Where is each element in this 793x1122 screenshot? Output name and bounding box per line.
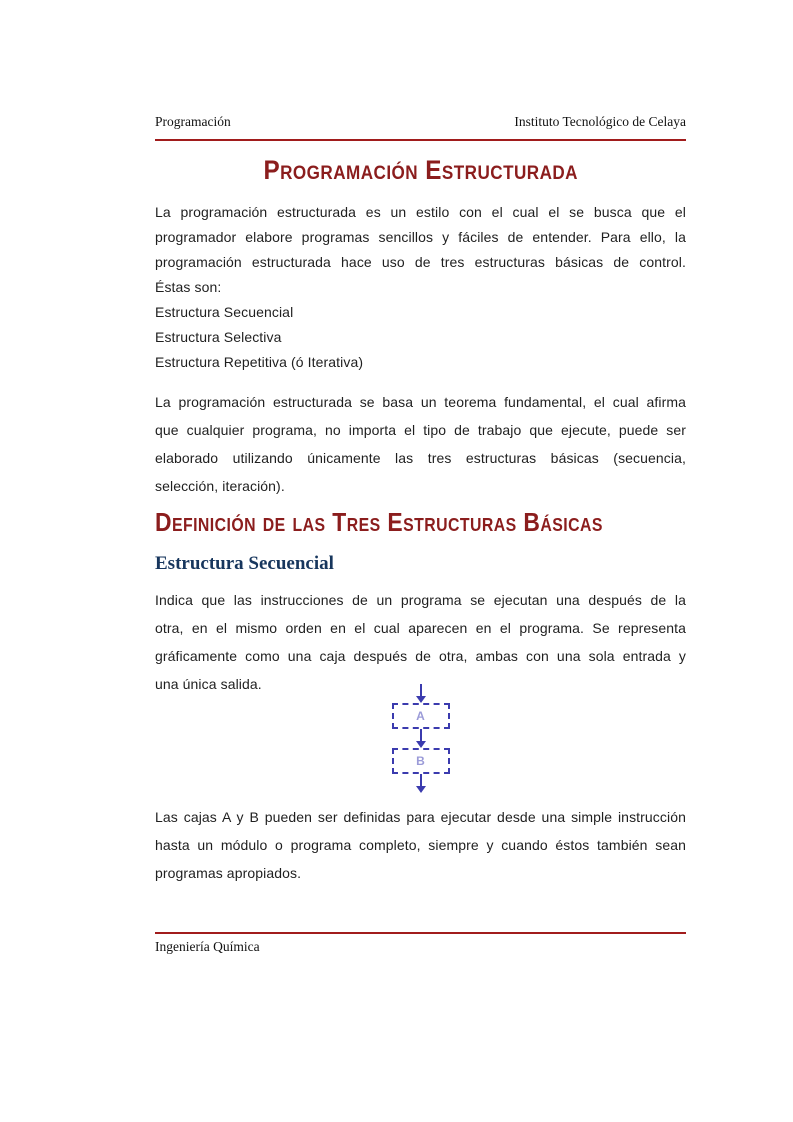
arrow-stem xyxy=(420,684,422,696)
header-rule xyxy=(155,139,686,141)
text-line: programación estructurada hace uso de tres estructuras básicas de control. xyxy=(155,254,686,270)
footer-rule xyxy=(155,932,686,934)
text-line: Las cajas A y B pueden ser definidas para ejecutar desde una simple instrucción xyxy=(155,809,686,825)
entry-down-arrow-icon xyxy=(416,684,426,703)
text-line: programas apropiados. xyxy=(155,865,302,881)
text-line: Estructura Repetitiva (ó Iterativa) xyxy=(155,354,364,370)
footer-department: Ingeniería Química xyxy=(155,939,260,954)
closing-paragraph xyxy=(155,803,686,887)
header-institution-name: Instituto Tecnológico de Celaya xyxy=(514,114,686,129)
subsection-heading: Estructura Secuencial xyxy=(155,553,334,574)
text-line: otra, en el mismo orden en el cual aparecen en el programa. Se representa xyxy=(155,620,686,636)
text-line: Estructura Selectiva xyxy=(155,329,282,345)
exit-down-arrow-icon xyxy=(416,774,426,793)
intro-paragraph xyxy=(155,200,686,375)
page-title-text: Programación Estructurada xyxy=(263,155,578,185)
page-content xyxy=(155,0,686,1122)
text-line: elaborado utilizando únicamente las tres estructuras básicas (secuencia, xyxy=(155,450,686,466)
arrow-head xyxy=(416,741,426,748)
page-header xyxy=(155,114,686,130)
arrow-head xyxy=(416,786,426,793)
process-box-a xyxy=(392,703,450,729)
arrow-stem xyxy=(420,729,422,741)
page-title xyxy=(155,152,686,193)
header-course-name: Programación xyxy=(155,114,231,129)
arrow-head xyxy=(416,696,426,703)
section-heading xyxy=(155,505,664,544)
box-a-label: A xyxy=(416,709,425,723)
text-line: que cualquier programa, no importa el tipo de trabajo que ejecute, puede ser xyxy=(155,422,686,438)
arrow-stem xyxy=(420,774,422,786)
text-line: selección, iteración). xyxy=(155,478,285,494)
text-line: Éstas son: xyxy=(155,279,222,295)
text-line: Estructura Secuencial xyxy=(155,304,294,320)
section-heading-text: Definición de las Tres Estructuras Básicas xyxy=(155,507,603,537)
text-line: programador elabore programas sencillos y fáciles de entender. Para ello, la xyxy=(155,229,686,245)
text-line: La programación estructurada se basa un teorema fundamental, el cual afirma xyxy=(155,394,686,410)
text-line: hasta un módulo o programa completo, siempre y cuando éstos también sean xyxy=(155,837,686,853)
flow-diagram xyxy=(155,684,686,793)
sequential-structure-paragraph xyxy=(155,586,686,698)
connector-down-arrow-icon xyxy=(416,729,426,748)
process-box-b xyxy=(392,748,450,774)
text-line: una única salida. xyxy=(155,676,262,692)
theorem-paragraph xyxy=(155,388,686,500)
text-line: Indica que las instrucciones de un programa se ejecutan una después de la xyxy=(155,592,686,608)
text-line: gráficamente como una caja después de otra, ambas con una sola entrada y xyxy=(155,648,686,664)
text-line: La programación estructurada es un estilo con el cual el se busca que el xyxy=(155,204,686,220)
box-b-label: B xyxy=(416,754,425,768)
